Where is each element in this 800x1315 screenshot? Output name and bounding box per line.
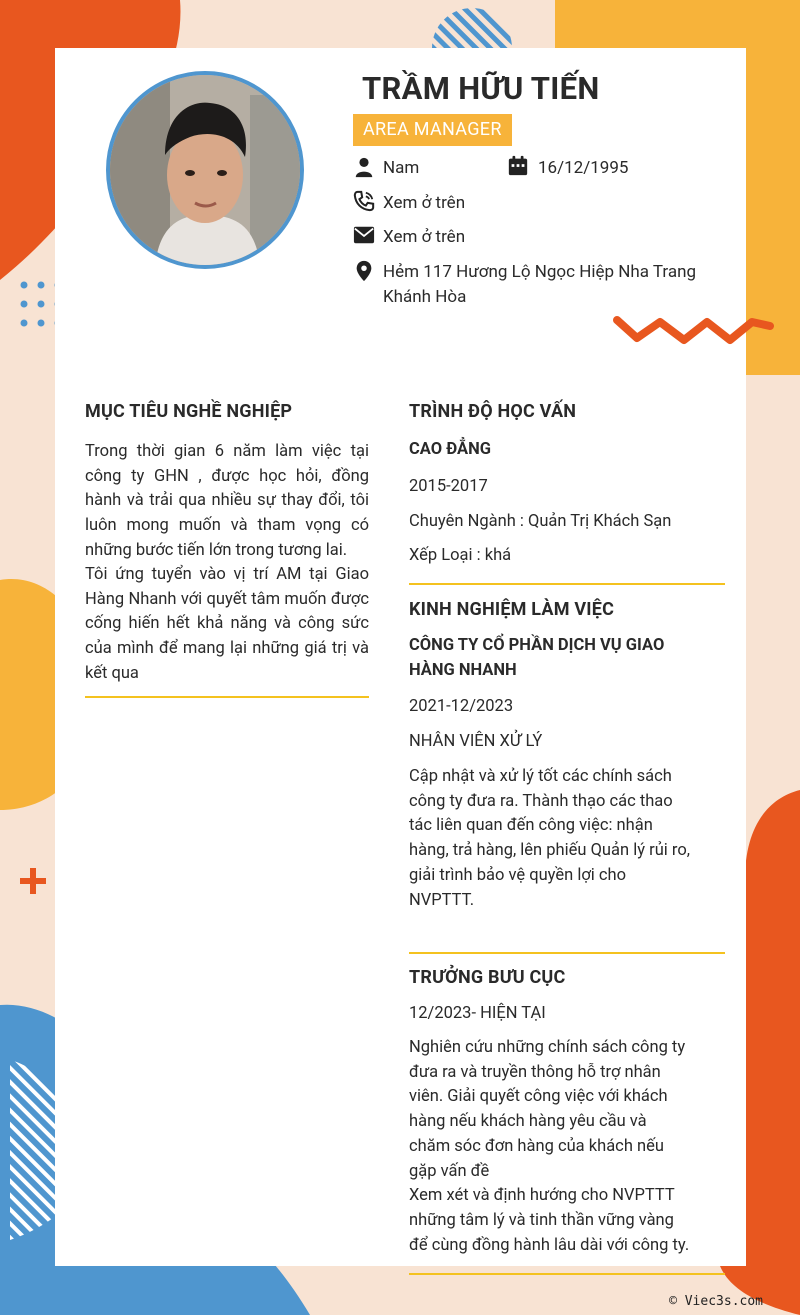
objective-heading: MỤC TIÊU NGHỀ NGHIỆP [85,401,293,422]
gender-value: Nam [383,158,420,178]
job1-position: NHÂN VIÊN XỬ LÝ [409,732,543,751]
person-icon [353,156,375,178]
experience-company: CÔNG TY CỔ PHẦN DỊCH VỤ GIAO HÀNG NHANH [409,636,665,680]
calendar-icon [507,155,529,177]
job1-period: 2021-12/2023 [409,697,514,716]
education-years: 2015-2017 [409,477,488,496]
avatar [106,71,304,269]
objective-paragraph-1: Trong thời gian 6 năm làm việc tại công ty GHN , được học hỏi, đồng hành và trải qua nhiều sự thay đổi, tôi luôn mong muốn và tham vọng có những bước tiến lớn trong tương lai. [85,442,369,560]
job2-description: Nghiên cứu những chính sách công ty đưa ra và truyền thông hỗ trợ nhân viên. Giải quyết công việc với khách hàng nếu khách hàng yêu cầu và chăm sóc đơn hàng của khách nếu gặp vấn đề Xem xét và định hướng cho NVPTTT những tâm lý và tinh thần vững vàng để cùng đồng hành lâu dài với công ty. [409,1038,690,1255]
phone-icon [353,190,375,212]
education-school: CAO ĐẲNG [409,440,491,459]
email-icon [353,224,375,246]
job2-period: 12/2023- HIỆN TẠI [409,1004,546,1023]
objective-paragraph-2: Tôi ứng tuyển vào vị trí AM tại Giao Hàng Nhanh với quyết tâm muốn được cống hiến hết khả năng và công sức của mình để mang lại những giá trị và kết qua [85,565,369,683]
job1-description: Cập nhật và xử lý tốt các chính sách công ty đưa ra. Thành thạo các thao tác liên quan đến công việc: nhận hàng, trả hàng, lên phiếu Quản lý rủi ro, giải trình bảo vệ quyền lợi cho NVPTTT. [409,767,690,910]
candidate-name: TRẦM HỮU TIẾN [362,70,600,107]
footer-credit[interactable]: © Viec3s.com [669,1294,763,1309]
education-major: Chuyên Ngành : Quản Trị Khách Sạn [409,512,672,531]
education-heading: TRÌNH ĐỘ HỌC VẤN [409,401,577,422]
phone-value: Xem ở trên [383,193,466,213]
experience-heading: KINH NGHIỆM LÀM VIỆC [409,599,615,620]
location-pin-icon [353,260,375,282]
address-value: Hẻm 117 Hương Lộ Ngọc Hiệp Nha Trang Khánh Hòa [383,262,697,307]
job-title-badge: AREA MANAGER [353,114,512,146]
job1-divider [409,952,725,954]
education-grade: Xếp Loại : khá [409,546,512,565]
zigzag-decoration [612,312,782,352]
job2-divider [409,1273,725,1275]
email-value: Xem ở trên [383,227,466,247]
education-divider [409,583,725,585]
job2-position: TRƯỞNG BƯU CỤC [409,967,566,988]
birthdate-value: 16/12/1995 [538,158,629,178]
objective-divider [85,696,369,698]
